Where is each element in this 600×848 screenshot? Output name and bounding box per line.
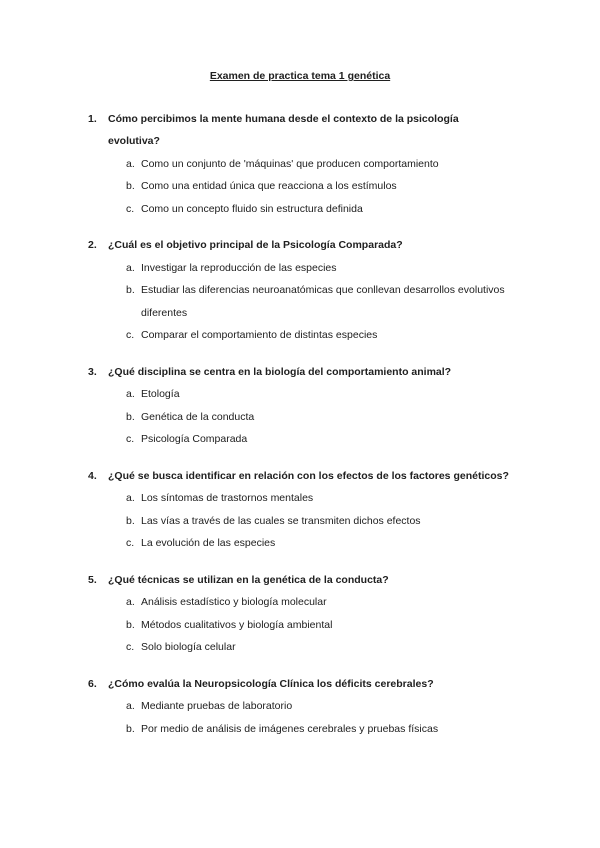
question-3	[88, 361, 512, 451]
option-text: Como un concepto fluido sin estructura definida	[141, 202, 363, 215]
answer-option	[126, 718, 512, 741]
option-text: Comparar el comportamiento de distintas especies	[141, 329, 378, 341]
option-text: Mediante pruebas de laboratorio	[141, 700, 293, 712]
question-header	[88, 569, 512, 592]
option-letter: c.	[126, 537, 135, 549]
option-text: Los síntomas de trastornos mentales	[141, 492, 314, 504]
option-text: Análisis estadístico y biología molecular	[141, 596, 327, 608]
question-6	[88, 673, 512, 741]
answer-option	[126, 175, 512, 198]
question-number: 5.	[88, 573, 97, 586]
question-text: ¿Cómo evalúa la Neuropsicología Clínica los déficits cerebrales?	[108, 677, 434, 690]
option-text: Estudiar las diferencias neuroanatómicas que conllevan desarrollos evolutivos diferentes	[141, 284, 505, 319]
option-letter: c.	[126, 329, 135, 341]
question-header	[88, 465, 512, 488]
option-letter: b.	[126, 722, 135, 735]
question-number: 3.	[88, 365, 97, 378]
question-text: Cómo percibimos la mente humana desde el contexto de la psicología evolutiva?	[108, 112, 459, 147]
option-letter: a.	[126, 700, 135, 712]
option-letter: b.	[126, 514, 135, 527]
answer-option	[126, 153, 512, 176]
option-text: Solo biología celular	[141, 641, 236, 653]
answer-option	[126, 257, 512, 280]
question-header	[88, 108, 512, 153]
question-1	[88, 108, 512, 221]
question-text: ¿Qué se busca identificar en relación con los efectos de los factores genéticos?	[108, 469, 509, 482]
option-text: Etología	[141, 388, 180, 400]
question-number: 2.	[88, 239, 97, 251]
question-number: 6.	[88, 677, 97, 690]
option-letter: b.	[126, 410, 135, 423]
answer-option	[126, 614, 512, 637]
question-text: ¿Qué disciplina se centra en la biología del comportamiento animal?	[108, 365, 452, 378]
option-letter: a.	[126, 388, 135, 400]
option-letter: b.	[126, 618, 135, 631]
answer-option	[126, 487, 512, 510]
document-title: Examen de practica tema 1 genética	[209, 70, 391, 82]
option-text: Las vías a través de las cuales se transmiten dichos efectos	[141, 514, 421, 527]
question-number: 1.	[88, 112, 97, 125]
option-text: Métodos cualitativos y biología ambiental	[141, 618, 333, 631]
answer-option	[126, 428, 512, 451]
question-header	[88, 361, 512, 384]
answer-option	[126, 636, 512, 659]
option-letter: a.	[126, 492, 135, 504]
option-letter: c.	[126, 433, 135, 445]
option-letter: a.	[126, 261, 135, 274]
option-text: Como una entidad única que reacciona a los estímulos	[141, 180, 397, 192]
option-text: Genética de la conducta	[141, 410, 255, 423]
answer-option	[126, 591, 512, 614]
answer-option	[126, 198, 512, 221]
option-text: Investigar la reproducción de las especies	[141, 261, 337, 274]
question-text: ¿Cuál es el objetivo principal de la Psicología Comparada?	[108, 239, 403, 251]
answer-option	[126, 510, 512, 533]
option-text: Psicología Comparada	[141, 433, 248, 445]
option-letter: b.	[126, 180, 135, 192]
question-number: 4.	[88, 469, 97, 482]
option-letter: c.	[126, 202, 135, 215]
question-2	[88, 234, 512, 347]
answer-option	[126, 383, 512, 406]
option-letter: b.	[126, 284, 135, 296]
answer-option	[126, 532, 512, 555]
option-text: La evolución de las especies	[141, 537, 276, 549]
question-list	[88, 108, 512, 741]
option-letter: c.	[126, 641, 135, 653]
option-text: Como un conjunto de 'máquinas' que producen comportamiento	[141, 157, 439, 170]
question-4	[88, 465, 512, 555]
answer-option	[126, 406, 512, 429]
question-5	[88, 569, 512, 659]
option-letter: a.	[126, 596, 135, 608]
question-text: ¿Qué técnicas se utilizan en la genética de la conducta?	[108, 573, 389, 586]
answer-option	[126, 324, 512, 347]
question-header	[88, 673, 512, 696]
answer-option	[126, 279, 512, 324]
question-header	[88, 234, 512, 257]
option-text: Por medio de análisis de imágenes cerebrales y pruebas físicas	[141, 722, 439, 735]
option-letter: a.	[126, 157, 135, 170]
answer-option	[126, 695, 512, 718]
